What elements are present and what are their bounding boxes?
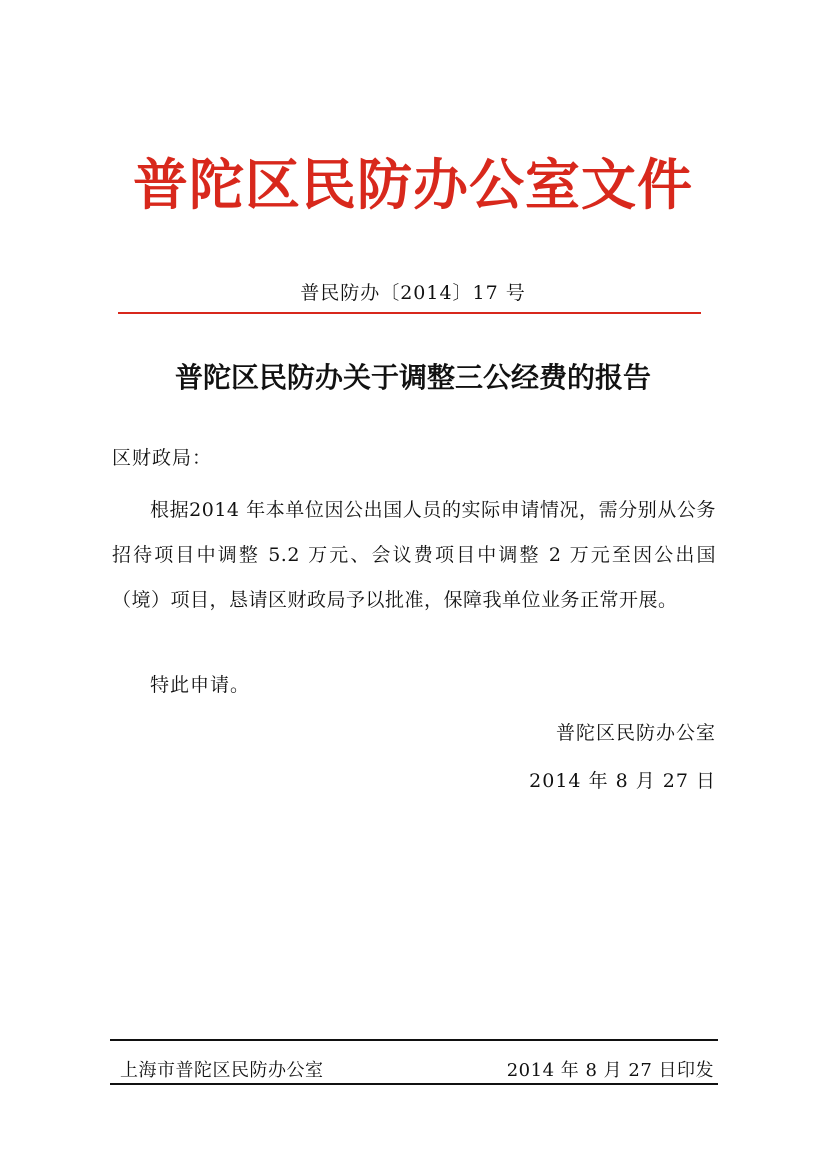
- salutation: 区财政局：: [112, 447, 213, 469]
- closing-line: 特此申请。: [150, 674, 251, 696]
- document-title: 普陀区民防办关于调整三公经费的报告: [174, 361, 651, 394]
- footer-top-rule: [110, 1039, 718, 1041]
- signature-organization: 普陀区民防办公室: [555, 722, 716, 744]
- body-paragraph: 根据2014 年本单位因公出国人员的实际申请情况，需分别从公务招待项目中调整 5.2 万元、会议费项目中调整 2 万元至因公出国（境）项目，恳请区财政局予以批准，保障我单位业务正常开展。: [112, 499, 716, 611]
- red-divider-line: [118, 312, 701, 314]
- document-number: 普民防办〔2014〕17 号: [300, 282, 526, 304]
- masthead-title: 普陀区民防办公室文件: [132, 152, 693, 217]
- signature-date: 2014 年 8 月 27 日: [529, 770, 716, 792]
- footer-bottom-rule: [110, 1083, 718, 1085]
- footer-issue-date: 2014 年 8 月 27 日印发: [506, 1060, 714, 1081]
- footer-issuer: 上海市普陀区民防办公室: [120, 1060, 324, 1081]
